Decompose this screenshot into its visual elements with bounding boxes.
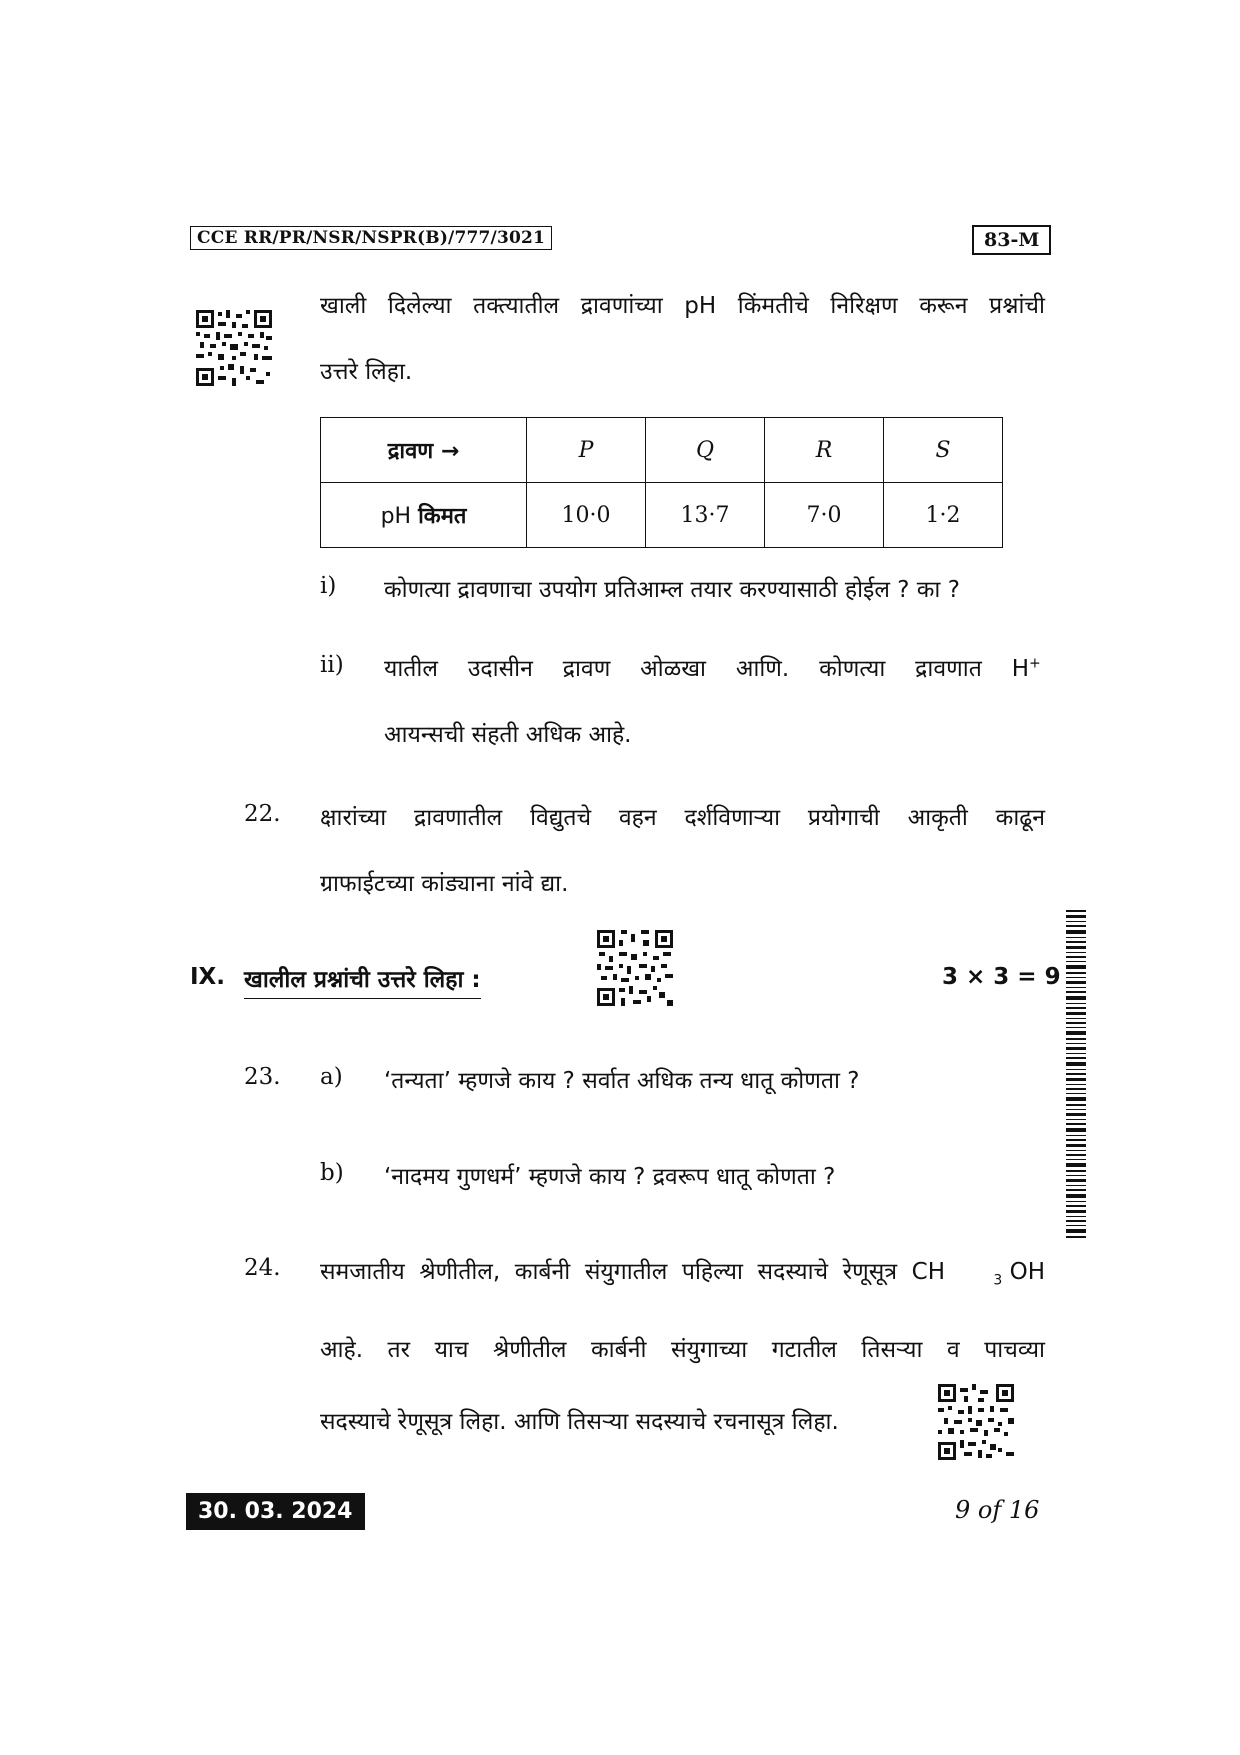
section-title: खालील प्रश्नांची उत्तरे लिहा : [244,962,481,999]
intro-line-2: उत्तरे लिहा. [320,359,413,385]
q23-b-number: b) [320,1160,344,1186]
table-row-label: pH किमत [321,483,527,548]
q24-line-1: समजातीय श्रेणीतील, कार्बनी संयुगातील पहिल्या सदस्याचे रेणूसूत्र CH $_3$ OH [320,1259,1045,1289]
ph-table [320,417,1003,548]
paper-code: CCE RR/PR/NSR/NSPR(B)/777/3021 [190,226,552,250]
q24-number: 24. [244,1255,281,1281]
q22-line-2: ग्राफाईटच्या कांड्याना नांवे द्या. [320,871,569,897]
table-cell: Q [646,418,765,483]
q24-line-2: आहे. तर याच श्रेणीतील कार्बनी संयुगाच्या गटातील तिसऱ्या व पाचव्या [320,1337,1045,1363]
table-cell: R [765,418,884,483]
subq-i-text: कोणत्या द्रावणाचा उपयोग प्रतिआम्ल तयार करण्यासाठी होईल ? का ? [384,577,960,603]
q23-a-number: a) [320,1064,343,1090]
q24-line-3: सदस्याचे रेणूसूत्र लिहा. आणि तिसऱ्या सदस्याचे रचनासूत्र लिहा. [320,1409,839,1435]
table-cell: S [884,418,1003,483]
q23-a-text: ‘तन्यता’ म्हणजे काय ? सर्वात अधिक तन्य धातू कोणता ? [384,1068,860,1094]
table-cell: P [527,418,646,483]
q22-line-1: क्षारांच्या द्रावणातील विद्युतचे वहन दर्शविणाऱ्या प्रयोगाची आकृती काढून [320,805,1045,831]
section-marks: 3 × 3 = 9 [942,964,1061,990]
table-header-label: द्रावण → [321,418,527,483]
q23-number: 23. [244,1064,281,1090]
table-row [321,483,1003,548]
exam-date: 30. 03. 2024 [186,1493,365,1530]
q23-b-text: ‘नादमय गुणधर्म’ म्हणजे काय ? द्रवरूप धातू कोणता ? [384,1164,836,1190]
table-cell: 1·2 [884,483,1003,548]
section-number: IX. [190,964,226,990]
intro-line-1: खाली दिलेल्या तक्त्यातील द्रावणांच्या pH किंमतीचे निरिक्षण करून प्रश्नांची [320,293,1045,319]
subq-ii-line-2: आयन्सची संहती अधिक आहे. [384,722,632,748]
qr-code-top [196,310,272,386]
table-cell: 7·0 [765,483,884,548]
qr-code-bottom [938,1384,1014,1460]
barcode-vertical [1066,910,1086,1240]
subq-ii-number: ii) [320,652,344,678]
subq-ii-line-1: यातील उदासीन द्रावण ओळखा आणि. कोणत्या द्रावणात H+ [384,655,1041,682]
q22-number: 22. [244,801,281,827]
table-cell: 10·0 [527,483,646,548]
table-cell: 13·7 [646,483,765,548]
page-number: 9 of 16 [955,1496,1040,1524]
subq-i-number: i) [320,573,337,599]
paper-number: 83-M [972,225,1051,255]
qr-code-middle [597,930,673,1006]
table-row [321,418,1003,483]
